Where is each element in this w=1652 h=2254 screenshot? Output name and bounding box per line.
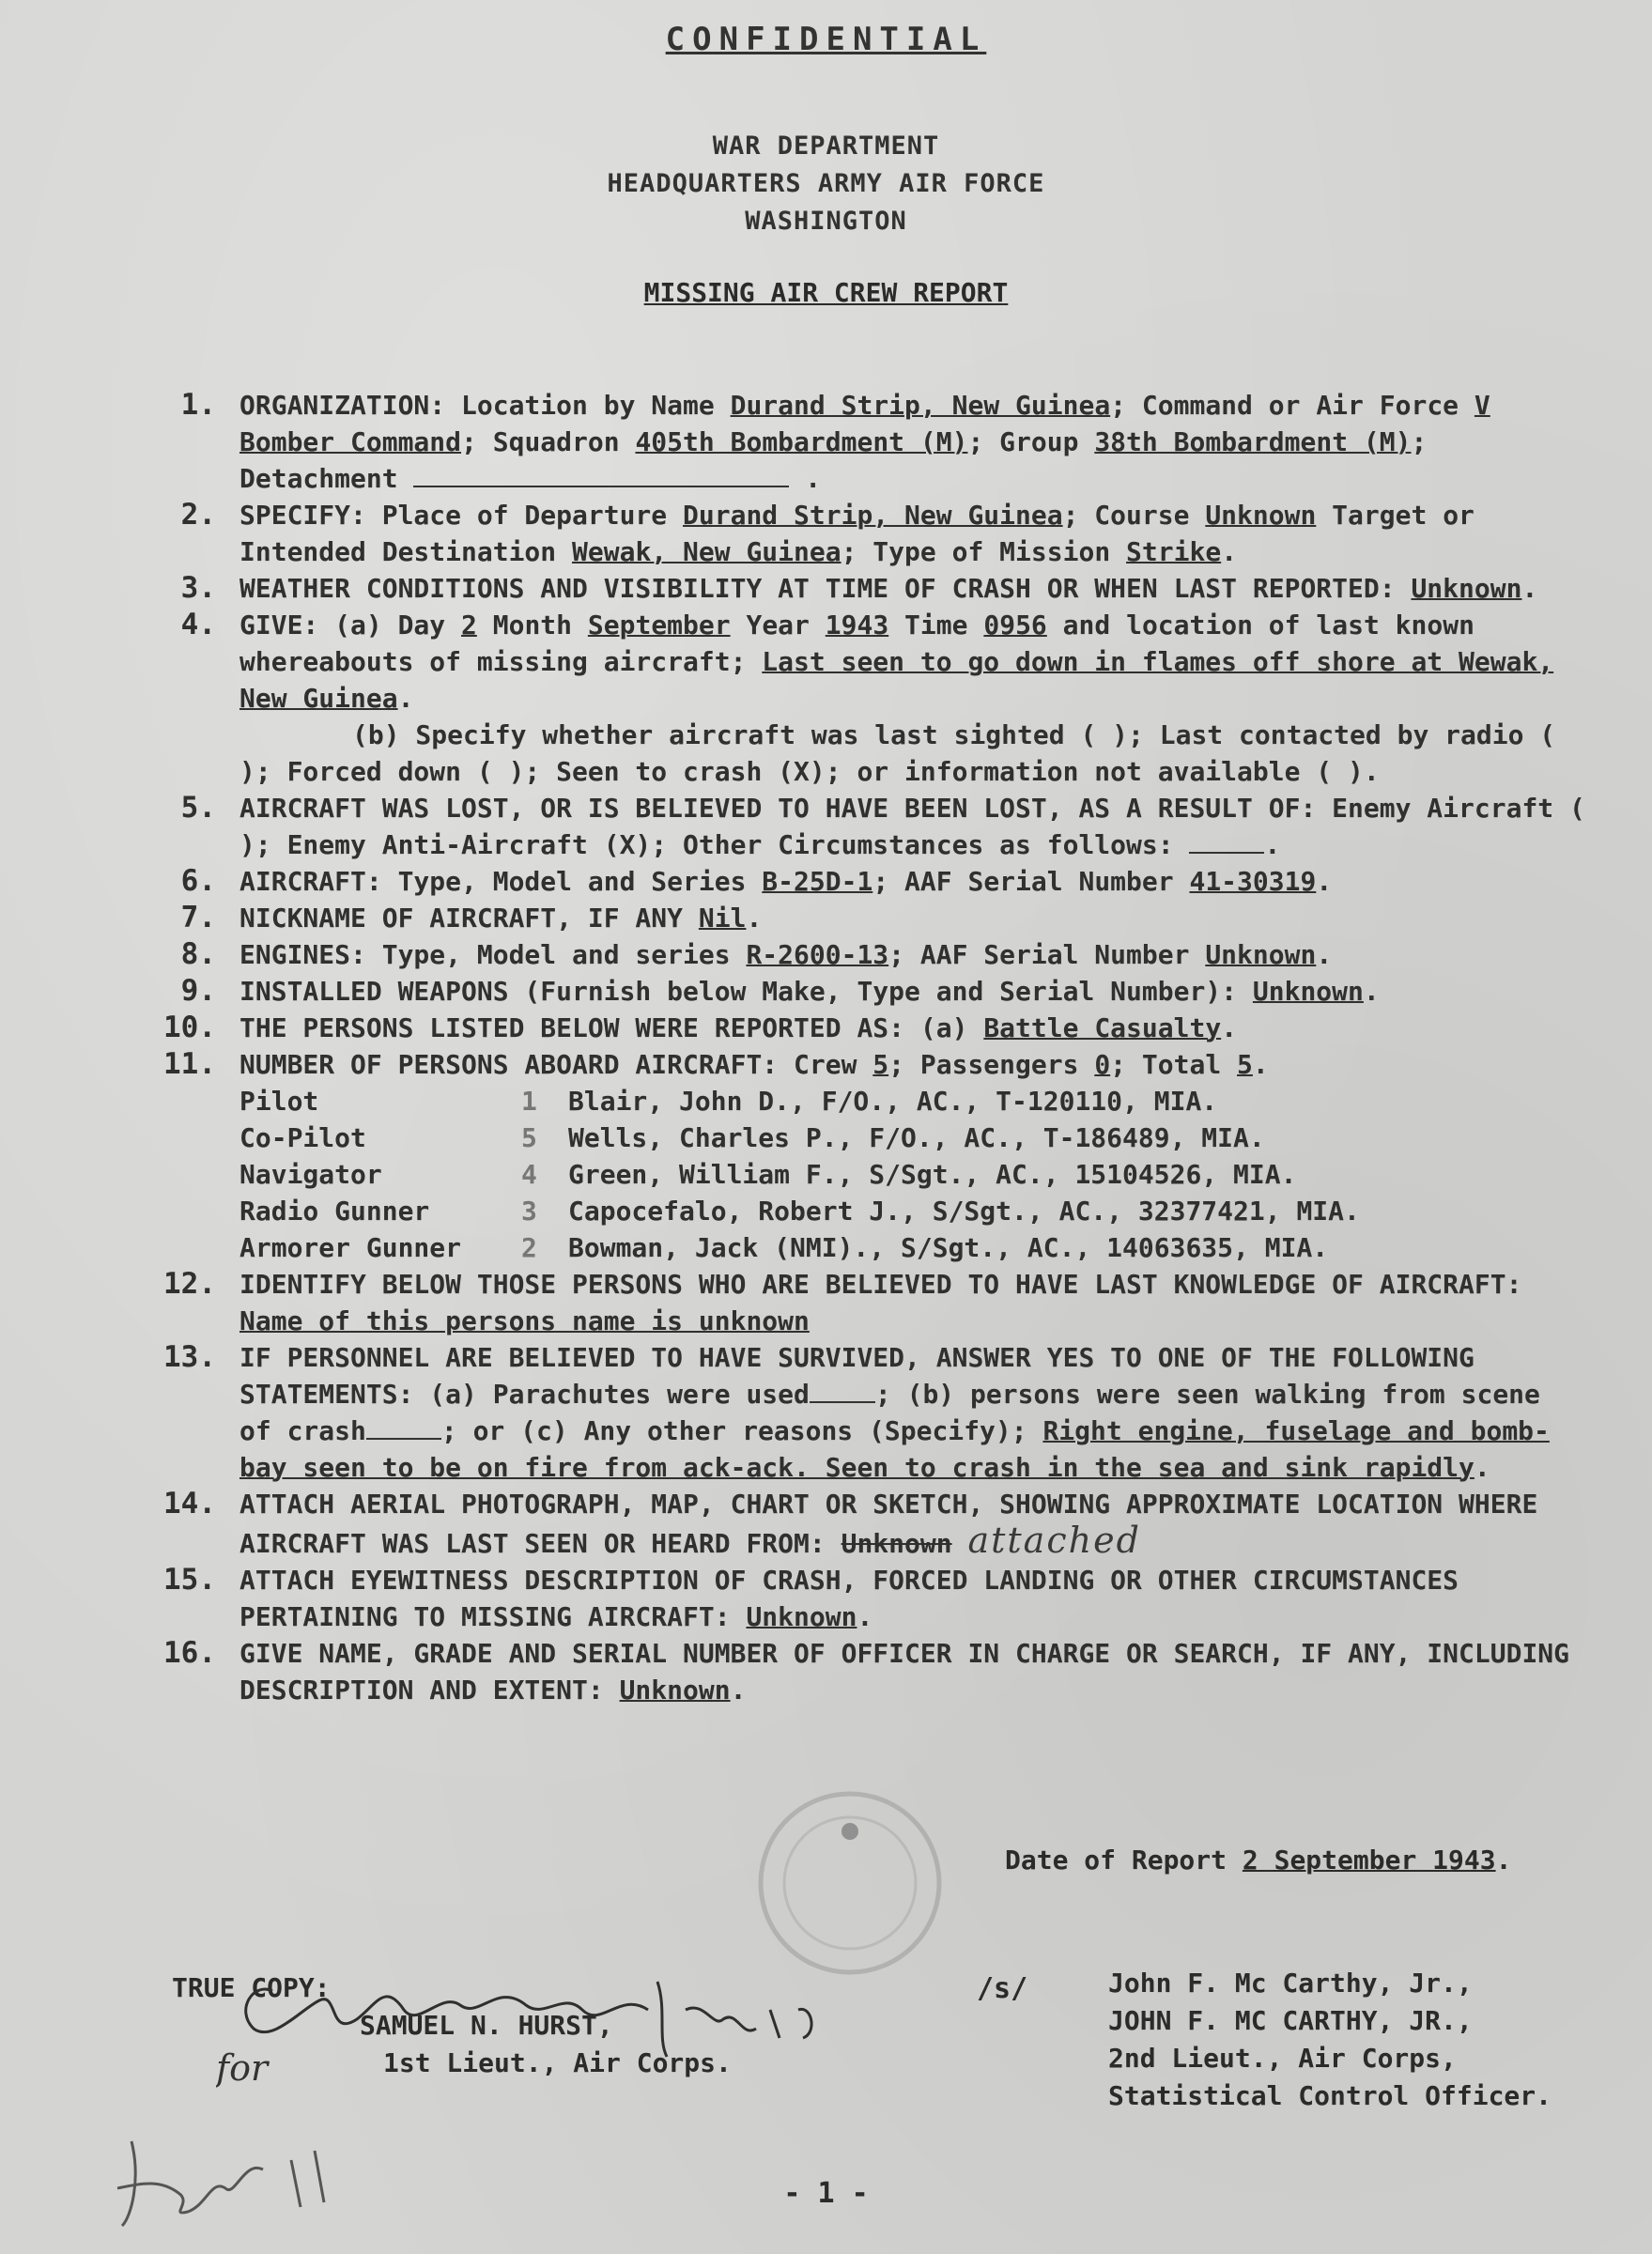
loss-time: 0956: [983, 610, 1047, 641]
last-knowledge-persons: Name of this persons name is unknown: [239, 1305, 810, 1336]
item-text: ; AAF Serial Number: [888, 939, 1206, 970]
item-number: 7.: [180, 901, 216, 934]
for-label: for: [216, 2047, 269, 2089]
item-text: ; Type of Mission: [841, 536, 1127, 567]
headquarters-line: HEADQUARTERS ARMY AIR FORCE: [607, 169, 1045, 198]
item-text: and location of last known whereabouts of missing aircraft;: [239, 610, 1474, 677]
item-text: ; Course: [1062, 500, 1206, 531]
classification-marking: CONFIDENTIAL: [665, 21, 987, 58]
signer-rank: 2nd Lieut., Air Corps,: [1108, 2043, 1457, 2074]
item-text: ; Squadron: [461, 426, 636, 457]
item-9-weapons: [141, 973, 1587, 1010]
loss-month: September: [587, 610, 731, 641]
crew-name: Green, William F., S/Sgt., AC., 15104526, MIA.: [568, 1159, 1297, 1190]
item-text: ; Passengers: [888, 1049, 1095, 1080]
total-count: 5: [1237, 1049, 1253, 1080]
destination-value: Wewak, New Guinea: [572, 536, 841, 567]
item-text: ORGANIZATION: Location by Name: [239, 390, 731, 421]
signer-title: Statistical Control Officer.: [1108, 2080, 1552, 2111]
organization-command: V Bomber Command: [239, 390, 1490, 457]
item-text: ; AAF Serial Number: [872, 866, 1190, 897]
item-14-photograph: [141, 1486, 1587, 1562]
item-text: Target or Intended Destination: [239, 500, 1474, 567]
department-line: WAR DEPARTMENT: [712, 131, 940, 161]
item-8-engines: [141, 936, 1587, 973]
item-text: ATTACH EYEWITNESS DESCRIPTION OF CRASH, FORCED LANDING OR OTHER CIRCUMSTANCES PERTAINING TO MISSING AIRCRAFT:: [239, 1565, 1459, 1632]
aircraft-model: B-25D-1: [762, 866, 873, 897]
item-number: 13.: [163, 1340, 216, 1374]
item-text: .: [1316, 939, 1333, 970]
item-2-specify: [141, 497, 1587, 570]
item-number: 6.: [180, 864, 216, 898]
crew-row: [239, 1156, 1360, 1193]
item-4-give: [141, 607, 1587, 790]
crew-name: Bowman, Jack (NMI)., S/Sgt., AC., 14063635, MIA.: [568, 1232, 1329, 1263]
item-number: 9.: [180, 974, 216, 1008]
course-value: Unknown: [1205, 500, 1317, 531]
item-7-nickname: [141, 900, 1587, 936]
item-text: SPECIFY: Place of Departure: [239, 500, 684, 531]
aircraft-nickname: Nil: [698, 903, 747, 934]
item-3-weather: [141, 570, 1587, 607]
crew-position: Armorer Gunner: [239, 1232, 462, 1263]
item-text: Month: [476, 610, 588, 641]
crew-position: Pilot: [239, 1086, 319, 1117]
item-text: Year: [730, 610, 826, 641]
engine-serial: Unknown: [1205, 939, 1317, 970]
true-copy-label: TRUE COPY:: [172, 1972, 331, 2003]
item-text: IDENTIFY BELOW THOSE PERSONS WHO ARE BELIEVED TO HAVE LAST KNOWLEDGE OF AIRCRAFT:: [239, 1269, 1522, 1300]
detachment-blank: [413, 461, 789, 487]
walking-blank: [366, 1413, 441, 1440]
item-10-status: [141, 1010, 1587, 1046]
item-16-search-officer: [141, 1635, 1587, 1708]
item-text: WEATHER CONDITIONS AND VISIBILITY AT TIME OF CRASH OR WHEN LAST REPORTED:: [239, 573, 1412, 604]
item-number: 15.: [163, 1563, 216, 1597]
loss-day: 2: [461, 610, 477, 641]
item-15-eyewitness: [141, 1562, 1587, 1635]
departure-place: Durand Strip, New Guinea: [683, 500, 1063, 531]
item-text: .: [1521, 573, 1538, 604]
casualty-status: Battle Casualty: [983, 1012, 1222, 1043]
item-1-organization: 1. ORGANIZATION: Location by Name Durand Strip, New Guinea; Command or Air Force V Bomber Command; Squadron 405th Bombardment (M); Group 38th Bombardment (M); Detachment .: [141, 387, 1587, 497]
signer-name: JOHN F. MC CARTHY, JR.,: [1108, 2005, 1473, 2036]
item-number: 4.: [180, 608, 216, 641]
item-text: IF PERSONNEL ARE BELIEVED TO HAVE SURVIVED, ANSWER YES TO ONE OF THE FOLLOWING STATEMENTS: (a) Parachutes were used: [239, 1342, 1474, 1410]
item-text: .: [1252, 1049, 1269, 1080]
weapons-value: Unknown: [1252, 976, 1364, 1007]
item-text: .: [397, 683, 414, 714]
attached-handwriting: attached: [967, 1520, 1141, 1561]
item-text: GIVE NAME, GRADE AND SERIAL NUMBER OF OFFICER IN CHARGE OR SEARCH, IF ANY, INCLUDING DESCRIPTION AND EXTENT:: [239, 1638, 1570, 1706]
item-4b-text: (b) Specify whether aircraft was last sighted ( ); Last contacted by radio ( ); Forced down ( ); Seen to crash (X); or information not available ( ).: [239, 719, 1556, 787]
item-text: .: [746, 903, 763, 934]
crew-position: Navigator: [239, 1159, 382, 1190]
crew-name: Capocefalo, Robert J., S/Sgt., AC., 32377421, MIA.: [568, 1196, 1360, 1227]
item-text: NUMBER OF PERSONS ABOARD AIRCRAFT: Crew: [239, 1049, 873, 1080]
item-5-cause: [141, 790, 1587, 863]
item-text: .: [1264, 829, 1281, 860]
date-end: .: [1495, 1845, 1512, 1876]
organization-location: Durand Strip, New Guinea: [730, 390, 1111, 421]
item-number: 16.: [163, 1636, 216, 1670]
last-whereabouts: Last seen to go down in flames off shore at Wewak, New Guinea: [239, 646, 1554, 714]
passenger-count: 0: [1094, 1049, 1111, 1080]
report-title: MISSING AIR CREW REPORT: [643, 277, 1009, 308]
item-text: INSTALLED WEAPONS (Furnish below Make, Type and Serial Number):: [239, 976, 1253, 1007]
item-text: ; Command or Air Force: [1110, 390, 1474, 421]
item-12-knowledge: [141, 1266, 1587, 1339]
signature-slash: /s/: [977, 1972, 1028, 2005]
item-number: 1.: [180, 388, 216, 422]
item-text: ; Detachment: [239, 426, 1428, 494]
location-struck-value: Unknown: [841, 1528, 952, 1559]
crew-count: 5: [872, 1049, 889, 1080]
item-number: 14.: [163, 1487, 216, 1521]
crew-position: Co-Pilot: [239, 1122, 366, 1153]
crew-row: [239, 1193, 1360, 1229]
faded-stamp: [751, 1784, 949, 1982]
crew-mark: 4: [521, 1159, 537, 1190]
crew-name: Blair, John D., F/O., AC., T-120110, MIA.: [568, 1086, 1218, 1117]
crew-row: [239, 1083, 1360, 1119]
item-number: 5.: [180, 791, 216, 825]
crew-mark: 1: [521, 1086, 537, 1117]
report-items: [141, 387, 1587, 1708]
item-text: .: [1363, 976, 1380, 1007]
crew-row: [239, 1119, 1360, 1156]
other-reason: Right engine, fuselage and bomb-bay seen to be on fire from ack-ack. Seen to crash in the sea and sink rapidly: [239, 1415, 1550, 1483]
item-11-persons: [141, 1046, 1587, 1266]
crew-name: Wells, Charles P., F/O., AC., T-186489, MIA.: [568, 1122, 1265, 1153]
crew-mark: 3: [521, 1196, 537, 1227]
item-text: ; or (c) Any other reasons (Specify);: [440, 1415, 1043, 1446]
item-text: .: [1316, 866, 1333, 897]
search-officer-value: Unknown: [619, 1675, 731, 1706]
item-number: 11.: [163, 1047, 216, 1081]
item-text: .: [1221, 1012, 1238, 1043]
weather-value: Unknown: [1411, 573, 1522, 604]
crew-mark: 2: [521, 1232, 537, 1263]
item-text: ATTACH AERIAL PHOTOGRAPH, MAP, CHART OR SKETCH, SHOWING APPROXIMATE LOCATION WHERE AIRCRAFT WAS LAST SEEN OR HEARD FROM:: [239, 1489, 1538, 1559]
signer-signature: John F. Mc Carthy, Jr.,: [1108, 1968, 1473, 1999]
item-text: AIRCRAFT WAS LOST, OR IS BELIEVED TO HAVE BEEN LOST, AS A RESULT OF: Enemy Aircraft ( ); Enemy Anti-Aircraft (X); Other Circumstances as follows:: [239, 793, 1585, 860]
item-text: .: [730, 1675, 747, 1706]
crew-roster: [239, 1083, 1360, 1266]
engine-model: R-2600-13: [746, 939, 889, 970]
item-text: ; Total: [1110, 1049, 1238, 1080]
item-text: ; Group: [967, 426, 1095, 457]
true-copy-name: SAMUEL N. HURST,: [360, 2010, 613, 2041]
date-of-report: [1005, 1845, 1511, 1876]
item-text: ; (b) persons were seen walking from scene of crash: [239, 1379, 1540, 1446]
mission-type: Strike: [1126, 536, 1222, 567]
item-text: GIVE: (a) Day: [239, 610, 462, 641]
parachutes-blank: [810, 1377, 875, 1403]
item-number: 2.: [180, 498, 216, 532]
item-number: 10.: [163, 1011, 216, 1044]
item-text: AIRCRAFT: Type, Model and Series: [239, 866, 763, 897]
loss-year: 1943: [825, 610, 889, 641]
organization-squadron: 405th Bombardment (M): [635, 426, 968, 457]
item-number: 8.: [180, 937, 216, 971]
item-text: .: [857, 1601, 873, 1632]
crew-row: [239, 1229, 1360, 1266]
page-number: - 1 -: [783, 2177, 869, 2210]
item-text: .: [1474, 1452, 1490, 1483]
item-text: THE PERSONS LISTED BELOW WERE REPORTED AS: (a): [239, 1012, 984, 1043]
other-circumstances-blank: [1189, 827, 1264, 854]
crew-position: Radio Gunner: [239, 1196, 430, 1227]
signer-block: [1108, 1965, 1552, 2115]
report-date: 2 September 1943: [1242, 1845, 1496, 1876]
item-6-aircraft: [141, 863, 1587, 900]
item-13-survival: [141, 1339, 1587, 1486]
organization-group: 38th Bombardment (M): [1094, 426, 1412, 457]
city-line: WASHINGTON: [745, 207, 907, 236]
item-text: .: [1221, 536, 1238, 567]
item-text: Time: [888, 610, 984, 641]
true-copy-rank: 1st Lieut., Air Corps.: [383, 2047, 732, 2078]
date-label: Date of Report: [1005, 1845, 1243, 1876]
item-number: 3.: [180, 571, 216, 605]
item-number: 12.: [163, 1267, 216, 1301]
eyewitness-value: Unknown: [746, 1601, 857, 1632]
aircraft-serial: 41-30319: [1189, 866, 1317, 897]
crew-mark: 5: [521, 1122, 537, 1153]
item-text: NICKNAME OF AIRCRAFT, IF ANY: [239, 903, 699, 934]
item-text: ENGINES: Type, Model and series: [239, 939, 747, 970]
true-copy-signature: [216, 1953, 930, 2094]
